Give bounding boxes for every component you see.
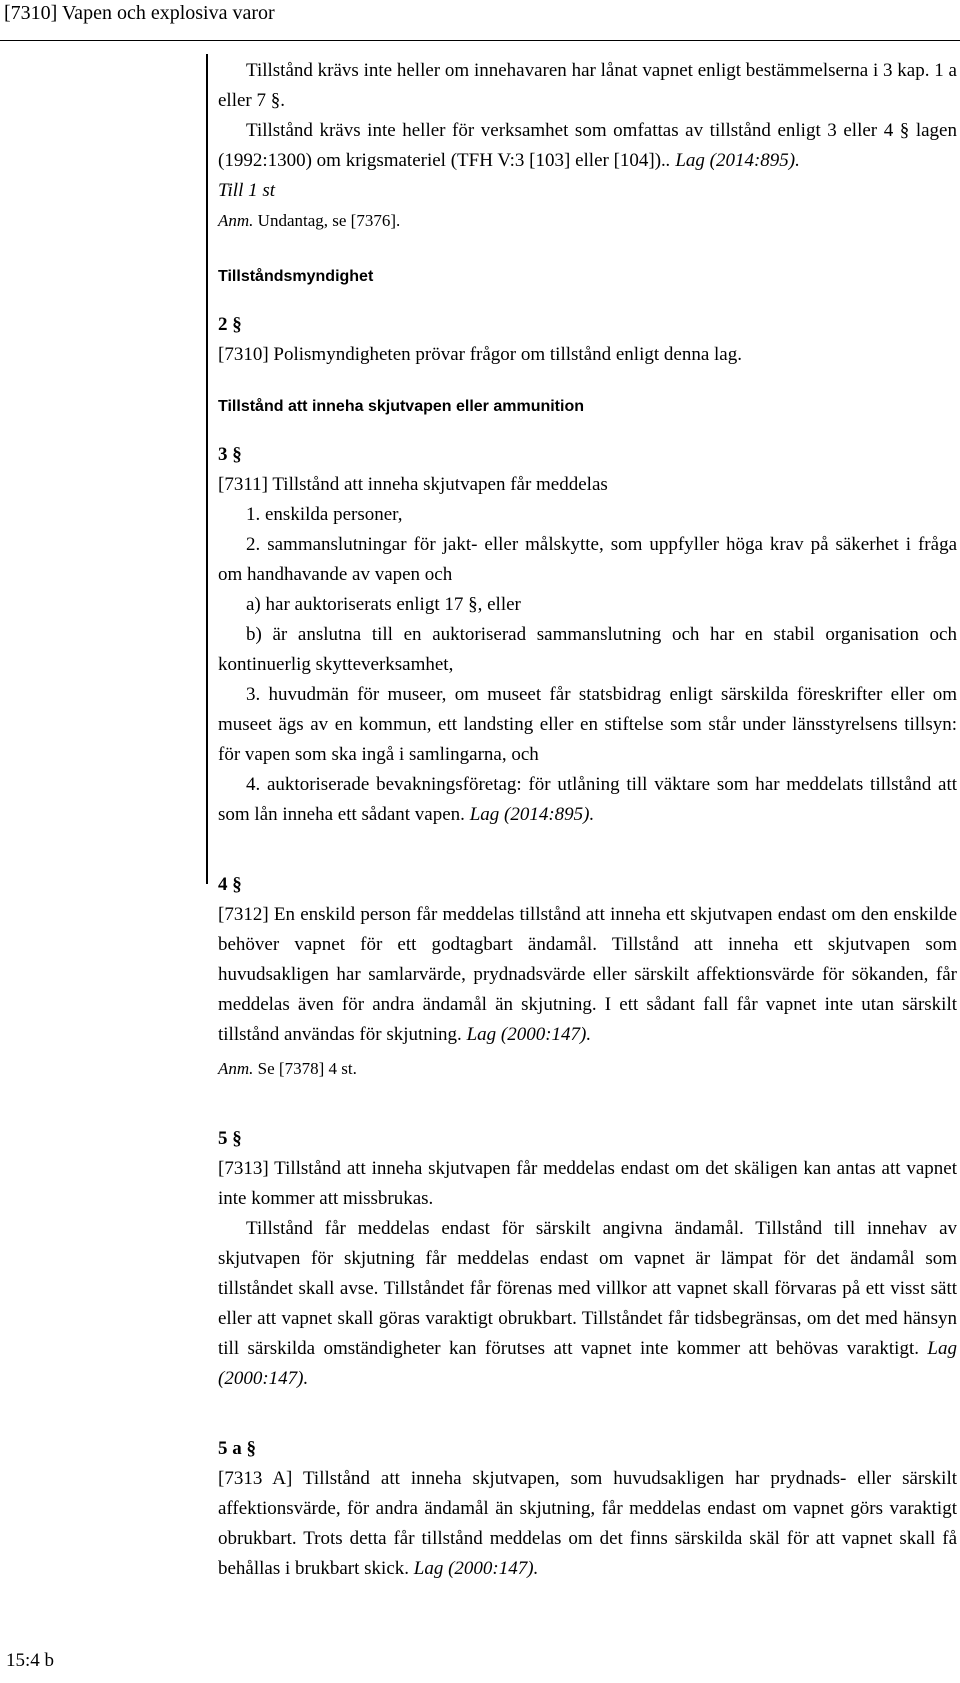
section-heading: Tillstånd att inneha skjutvapen eller ammunition (218, 398, 584, 415)
header-title: [7310] Vapen och explosiva varor (4, 2, 275, 24)
list-item: a) har auktoriserats enligt 17 §, eller (246, 594, 521, 615)
section-heading: Tillståndsmyndighet (218, 268, 374, 285)
list-item: 1. enskilda personer, (246, 504, 403, 525)
section-number: 2 § (218, 314, 242, 335)
page-header (0, 0, 960, 41)
law-reference: Lag (2014:895). (469, 804, 595, 825)
section-number: 5 § (218, 1128, 242, 1149)
change-bar (206, 54, 208, 884)
paragraph: Tillstånd krävs inte heller för verksamhet som omfattas av tillstånd enligt 3 eller 4 § lagen (1992:1300) om krigsmateriel (TFH V:3 [103] eller [104]).. Lag (2014:895). (218, 120, 957, 171)
law-reference: Lag (2000:147). (466, 1024, 592, 1045)
paragraph: [7313] Tillstånd att inneha skjutvapen får meddelas endast om det skäligen kan antas att vapnet inte kommer att missbrukas. (218, 1158, 957, 1209)
note: Anm. Se [7378] 4 st. (218, 1059, 357, 1078)
list-item: 2. sammanslutningar för jakt- eller målskytte, som uppfyller höga krav på säkerhet i fråga om handhavande av vapen och (218, 534, 957, 585)
paragraph: Tillstånd krävs inte heller om innehavaren har lånat vapnet enligt bestämmelserna i 3 kap. 1 a eller 7 §. (218, 60, 957, 111)
list-item: b) är anslutna till en auktoriserad sammanslutning och har en stabil organisation och kontinuerlig skytteverksamhet, (218, 624, 957, 675)
law-reference: . Lag (2014:895). (665, 150, 800, 171)
paragraph: [7313 A] Tillstånd att inneha skjutvapen, som huvudsakligen har prydnads- eller särskilt affektionsvärde, för andra ändamål än skjutning, får meddelas endast om vapnet görs varaktigt obrukbart. Trots detta får tillstånd meddelas om det finns särskilda skäl för att vapnet skall få behållas i brukbart skick. Lag (2000:147). (218, 1468, 957, 1579)
section-number: 5 a § (218, 1438, 256, 1459)
section-number: 4 § (218, 874, 242, 895)
section-number: 3 § (218, 444, 242, 465)
note-label: Till 1 st (218, 180, 276, 201)
list-item: 3. huvudmän för museer, om museet får statsbidrag enligt särskilda föreskrifter eller om museet ägs av en kommun, ett landsting eller en stiftelse som står under länsstyrelsens tillsyn: för vapen som ska ingå i samlingarna, och (218, 684, 957, 765)
page-number: 15:4 b (6, 1650, 55, 1671)
law-reference: Lag (2000:147). (218, 1338, 957, 1389)
paragraph: [7311] Tillstånd att inneha skjutvapen får meddelas (218, 474, 608, 495)
paragraph: [7312] En enskild person får meddelas tillstånd att inneha ett skjutvapen endast om den enskilde behöver vapnet för ett godtagbart ändamål. Tillstånd att inneha ett skjutvapen som huvudsakligen har samlarvärde, prydnadsvärde eller särskilt affektionsvärde för sökanden, får meddelas även för andra ändamål än skjutning. I ett sådant fall får vapnet inte utan särskilt tillstånd användas för skjutning. Lag (2000:147). (218, 904, 957, 1045)
document-body (218, 56, 957, 1584)
paragraph: [7310] Polismyndigheten prövar frågor om tillstånd enligt denna lag. (218, 344, 742, 365)
list-item: 4. auktoriserade bevakningsföretag: för utlåning till väktare som har meddelats tillstånd att som lån inneha ett sådant vapen. Lag (2014:895). (218, 774, 957, 825)
paragraph: Tillstånd får meddelas endast för särskilt angivna ändamål. Tillstånd till innehav av skjutvapen för skjutning får meddelas endast om vapnet är lämpat för det ändamål som tillståndet skall avse. Tillståndet får förenas med villkor att vapnet skall förvaras på ett visst sätt eller att vapnet skall göras varaktigt obrukbart. Tillståndet får tidsbegränsas, om det med hänsyn till särskilda omständigheter kan förutses att vapnet inte kommer att behövas varaktigt. Lag (2000:147). (218, 1218, 957, 1389)
law-reference: Lag (2000:147). (413, 1558, 539, 1579)
note: Anm. Undantag, se [7376]. (218, 211, 401, 230)
